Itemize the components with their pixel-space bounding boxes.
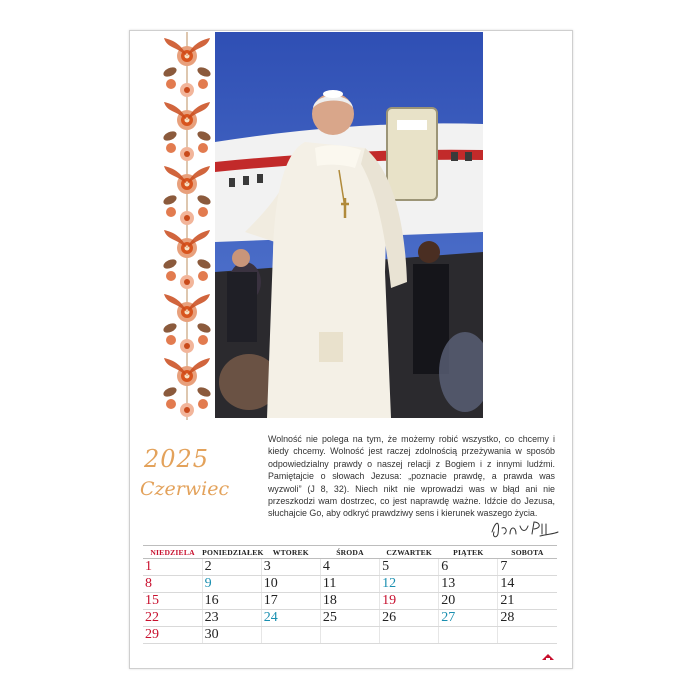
weekday-header: CZWARTEK [380, 546, 439, 559]
calendar-day-cell [320, 627, 379, 644]
calendar-day-cell [380, 576, 439, 593]
calendar-week-row [143, 627, 557, 644]
calendar-day-cell [439, 559, 498, 576]
calendar-week-row [143, 610, 557, 627]
calendar-day-cell [261, 593, 320, 610]
day-number: 22 [145, 610, 159, 625]
calendar-day-cell [498, 576, 557, 593]
calendar-day-cell [380, 593, 439, 610]
day-number: 9 [204, 576, 212, 591]
day-number: 17 [263, 593, 278, 608]
day-number: 20 [441, 593, 456, 608]
calendar-day-cell [439, 610, 498, 627]
day-number: 11 [322, 576, 337, 591]
signature [488, 516, 560, 540]
weekday-header: SOBOTA [498, 546, 557, 559]
weekday-header: NIEDZIELA [143, 546, 202, 559]
calendar-day-cell [261, 627, 320, 644]
publisher-logo [541, 652, 555, 662]
calendar-day-cell [143, 593, 202, 610]
calendar-day-cell [202, 593, 261, 610]
day-number: 18 [322, 593, 337, 608]
calendar-day-cell [202, 610, 261, 627]
day-number: 3 [263, 559, 271, 574]
day-number: 27 [441, 610, 456, 625]
day-number: 12 [382, 576, 397, 591]
day-number: 7 [500, 559, 508, 574]
day-number: 5 [382, 559, 390, 574]
calendar-day-cell [498, 610, 557, 627]
day-number: 21 [500, 593, 515, 608]
calendar-day-cell [439, 627, 498, 644]
weekday-header: PONIEDZIAŁEK [202, 547, 264, 557]
day-number: 1 [145, 559, 152, 574]
day-number: 29 [145, 627, 159, 642]
calendar-week-row [143, 559, 557, 576]
weekday-header: WTOREK [261, 546, 320, 559]
calendar-grid [143, 545, 557, 644]
weekday-header: ŚRODA [320, 546, 379, 559]
calendar-day-cell [380, 559, 439, 576]
calendar-day-cell [202, 627, 261, 644]
day-number: 28 [500, 610, 515, 625]
day-number: 10 [263, 576, 278, 591]
day-number: 30 [204, 627, 219, 642]
day-number: 16 [204, 593, 219, 608]
calendar-day-cell [320, 576, 379, 593]
day-number: 14 [500, 576, 515, 591]
day-number: 24 [263, 610, 278, 625]
calendar-day-cell [143, 610, 202, 627]
quote-text: Wolność nie polega na tym, że możemy robić wszystko, co chcemy i kiedy chcemy. Wolność jest raczej zdolnością przeżywania w sposób odpowiedzialny prawdy o naszej relacji z Bogiem i z innymi ludźmi. Pamiętajcie o słowach Jezusa: „poznacie prawdę, a prawda was wyzwoli” (J 8, 32). Niech nikt nie wprowadzi was w błąd ani nie przeszkodzi wam dostrzec, co jest naprawdę ważne. Idźcie do Jezusa, słuchajcie Go, aby odkryć prawdziwy sens i kierunek waszego życia. [268, 434, 555, 519]
calendar-year: 2025 [144, 445, 210, 473]
calendar-day-cell [143, 576, 202, 593]
calendar-day-cell [320, 610, 379, 627]
day-number: 25 [322, 610, 337, 625]
calendar-day-cell [202, 576, 261, 593]
calendar-day-cell [261, 559, 320, 576]
weekday-header: PIĄTEK [439, 546, 498, 559]
day-number: 2 [204, 559, 212, 574]
calendar-day-cell [498, 593, 557, 610]
calendar-day-cell [439, 593, 498, 610]
day-number: 23 [204, 610, 219, 625]
day-number: 6 [441, 559, 449, 574]
calendar-day-cell [261, 576, 320, 593]
calendar-month: Czerwiec [140, 478, 230, 500]
calendar-day-cell [498, 559, 557, 576]
calendar-day-cell [498, 627, 557, 644]
day-number: 15 [145, 593, 159, 608]
calendar-day-cell [439, 576, 498, 593]
day-number: 8 [145, 576, 152, 591]
calendar-day-cell [320, 559, 379, 576]
calendar-day-cell [320, 593, 379, 610]
day-number: 19 [382, 593, 397, 608]
day-number: 13 [441, 576, 456, 591]
calendar-week-row [143, 593, 557, 610]
calendar-day-cell [380, 627, 439, 644]
calendar-day-cell [143, 559, 202, 576]
calendar-day-cell [143, 627, 202, 644]
day-number: 4 [322, 559, 330, 574]
calendar-day-cell [202, 559, 261, 576]
day-number: 26 [382, 610, 397, 625]
calendar-day-cell [380, 610, 439, 627]
calendar-day-cell [261, 610, 320, 627]
calendar-week-row [143, 576, 557, 593]
folk-ornament [159, 32, 215, 420]
pope-photo [215, 32, 483, 418]
